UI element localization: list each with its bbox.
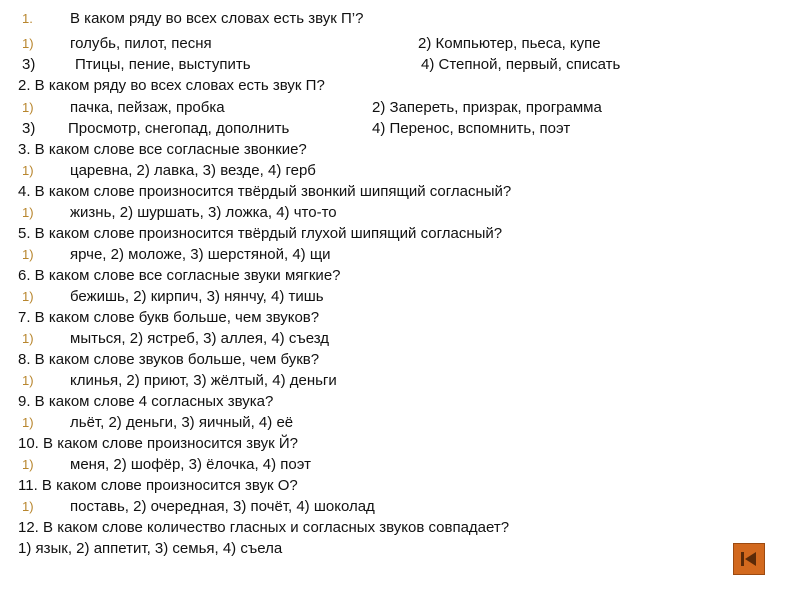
answer-option: голубь, пилот, песня [70, 35, 212, 52]
answer-option: 1) язык, 2) аппетит, 3) семья, 4) съела [18, 540, 283, 557]
answer-option: пачка, пейзаж, пробка [70, 99, 225, 116]
list-marker: 3) [22, 56, 36, 73]
list-marker: 1) [22, 289, 34, 304]
list-marker: 1) [22, 373, 34, 388]
question-text: 5. В каком слове произносится твёрдый глухой шипящий согласный? [18, 225, 503, 242]
list-marker: 1) [22, 36, 34, 51]
answer-option: 2) Запереть, призрак, программа [372, 99, 602, 116]
question-text: 11. В каком слове произносится звук О? [18, 477, 298, 494]
question-text: 2. В каком ряду во всех словах есть звук П? [18, 77, 325, 94]
question-text: 6. В каком слове все согласные звуки мягкие? [18, 267, 341, 284]
question-text: 4. В каком слове произносится твёрдый звонкий шипящий согласный? [18, 183, 512, 200]
answer-option: бежишь, 2) кирпич, 3) нянчу, 4) тишь [70, 288, 324, 305]
list-marker: 1) [22, 163, 34, 178]
list-marker: 1) [22, 100, 34, 115]
question-text: 9. В каком слове 4 согласных звука? [18, 393, 274, 410]
answer-option: клинья, 2) приют, 3) жёлтый, 4) деньги [70, 372, 337, 389]
answer-option: меня, 2) шофёр, 3) ёлочка, 4) поэт [70, 456, 311, 473]
back-arrow-icon [734, 544, 764, 574]
question-text: 8. В каком слове звуков больше, чем букв? [18, 351, 320, 368]
list-marker: 1. [22, 11, 33, 26]
list-marker: 1) [22, 247, 34, 262]
list-marker: 1) [22, 457, 34, 472]
list-marker: 1) [22, 415, 34, 430]
answer-option: мыться, 2) ястреб, 3) аллея, 4) съезд [70, 330, 330, 347]
question-text: 12. В каком слове количество гласных и согласных звуков совпадает? [18, 519, 510, 536]
answer-option: 4) Перенос, вспомнить, поэт [372, 120, 571, 137]
answer-option: ярче, 2) моложе, 3) шерстяной, 4) щи [70, 246, 331, 263]
question-text: 3. В каком слове все согласные звонкие? [18, 141, 307, 158]
list-marker: 1) [22, 499, 34, 514]
question-text: 7. В каком слове букв больше, чем звуков? [18, 309, 320, 326]
list-marker: 1) [22, 331, 34, 346]
answer-option: 4) Степной, первый, списать [421, 56, 621, 73]
answer-option: Птицы, пение, выступить [75, 56, 251, 73]
list-marker: 3) [22, 120, 36, 137]
answer-option: жизнь, 2) шуршать, 3) ложка, 4) что-то [70, 204, 337, 221]
question-text: В каком ряду во всех словах есть звук П’? [70, 10, 364, 27]
answer-option: Просмотр, снегопад, дополнить [68, 120, 290, 137]
list-marker: 1) [22, 205, 34, 220]
back-button[interactable] [733, 543, 765, 575]
question-text: 10. В каком слове произносится звук Й? [18, 435, 298, 452]
answer-option: 2) Компьютер, пьеса, купе [418, 35, 601, 52]
answer-option: поставь, 2) очередная, 3) почёт, 4) шоколад [70, 498, 375, 515]
answer-option: царевна, 2) лавка, 3) везде, 4) герб [70, 162, 316, 179]
answer-option: льёт, 2) деньги, 3) яичный, 4) её [70, 414, 294, 431]
